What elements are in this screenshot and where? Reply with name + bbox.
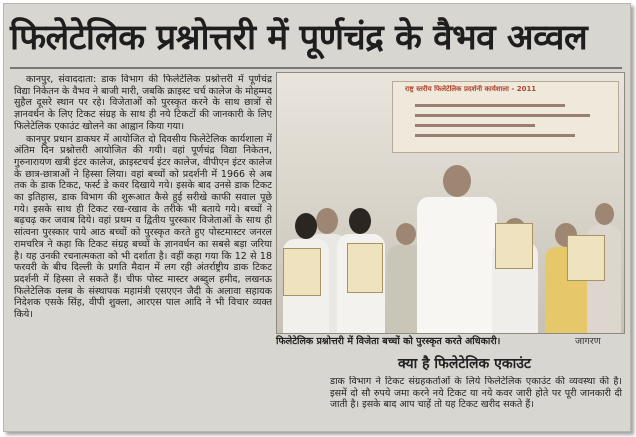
banner-text: राष्ट्र स्तरीय फिलेटेलिक प्रदर्शनी कार्यशाला - 2011 [405, 85, 537, 93]
headline-rule [10, 67, 622, 69]
presenting-official [417, 165, 497, 333]
photo-credit: जागरण [575, 336, 601, 347]
newspaper-clipping [3, 3, 631, 432]
article-body [14, 74, 272, 424]
sidebar-title: क्या है फिलेटेलिक एकाउंट [398, 356, 531, 372]
certificate-4 [567, 235, 605, 281]
sidebar-text: डाक विभाग ने टिकट संग्रहकर्ताओं के लिये फिलेटेलिक एकाउंट की व्यवस्था की है। इसमें दो सौ रुपये जमा करने नये टिकट या नये कवर जारी होते पर पूरी जानकारी दी जाती है। इसके बाद आप चाहें तो यह टिकट खरीद सकते हैं। [330, 376, 622, 411]
article-paragraph-1: कानपुर, संवाददाता: डाक विभाग की फिलेटेलिक प्रश्नोत्तरी में पूर्णचंद्र विद्या निकेतन के वैभव ने बाजी मारी, जबकि क्राइस्ट चर्च कालेज के मोहम्मद सुहैल दूसरे स्थान पर रहे। विजेताओं को पुरस्कृत करने के साथ छात्रों से ज्ञानवर्धन के लिए टिकट संग्रह के साथ ही नये टिकटों की जानकारी के लिए फिलेटेलिक एकाउंट खोलने का आह्वान किया गया। [14, 74, 272, 132]
photo-caption: फिलेटेलिक प्रश्नोत्तरी में विजेता बच्चों को पुरस्कृत करते अधिकारी। [276, 336, 501, 347]
article-paragraph-2: कानपुर प्रधान डाकघर में आयोजित दो दिवसीय फिलेटेलिक कार्यशाला में अंतिम दिन प्रश्नोत्तरी आयोजित की गयी। वहां पूर्णचंद्र विद्या निकेतन, गुरुनारायण खत्री इंटर कालेज, क्राइस्टचर्च इंटर कालेज, वीपीएन इंटर कालेज के छात्र-छात्राओं ने हिस्सा लिया। वहां बच्चों को प्रदर्शनी में 1966 से अब तक के डाक टिकट, फर्स्ट डे कवर दिखाये गये। इसके बाद उनसे डाक टिकट का इतिहास, डाक विभाग की शुरूआत कैसे हुई सरीखे काफी सवाल पूछे गये। इसके साथ ही टिकट रख-रखाव के तरीके भी बताये गये। बच्चों ने बढ़चढ़ कर जवाब दिये। वहां प्रथम व द्वितीय पुरस्कार विजेताओं के साथ ही सांत्वना पुरस्कार पाये आठ बच्चों को पुरस्कृत करते हुए पोस्टमास्टर जनरल रामचरित्र ने कहा कि टिकट संग्रह बच्चों के ज्ञानवर्धन का सबसे बड़ा जरिया है। यह उनकी रचनात्मकता को भी दर्शाता है। वहीं कहा गया कि 12 से 18 फरवरी के बीच दिल्ली के प्रगति मैदान में लग रही अंतर्राष्ट्रीय डाक टिकट प्रदर्शनी में हिस्सा ले सकते हैं। चीफ पोस्ट मास्टर अब्दुल हमीद, लखनऊ फिलेटेलिक क्लब के संस्थापक महामंत्री एसएएन जैदी के अलावा सहायक निदेशक एसके सिंह, वीपी शुक्ला, आरएस पाल आदि ने भी विचार व्यक्त किये। [14, 133, 272, 321]
certificate-2 [347, 243, 383, 293]
exhibition-banner [392, 81, 619, 153]
headline: फिलेटेलिक प्रश्नोत्तरी में पूर्णचंद्र के वैभव अव्वल [10, 18, 588, 58]
certificate-3 [495, 223, 533, 269]
award-photo [276, 72, 625, 334]
certificate-1 [283, 248, 321, 296]
